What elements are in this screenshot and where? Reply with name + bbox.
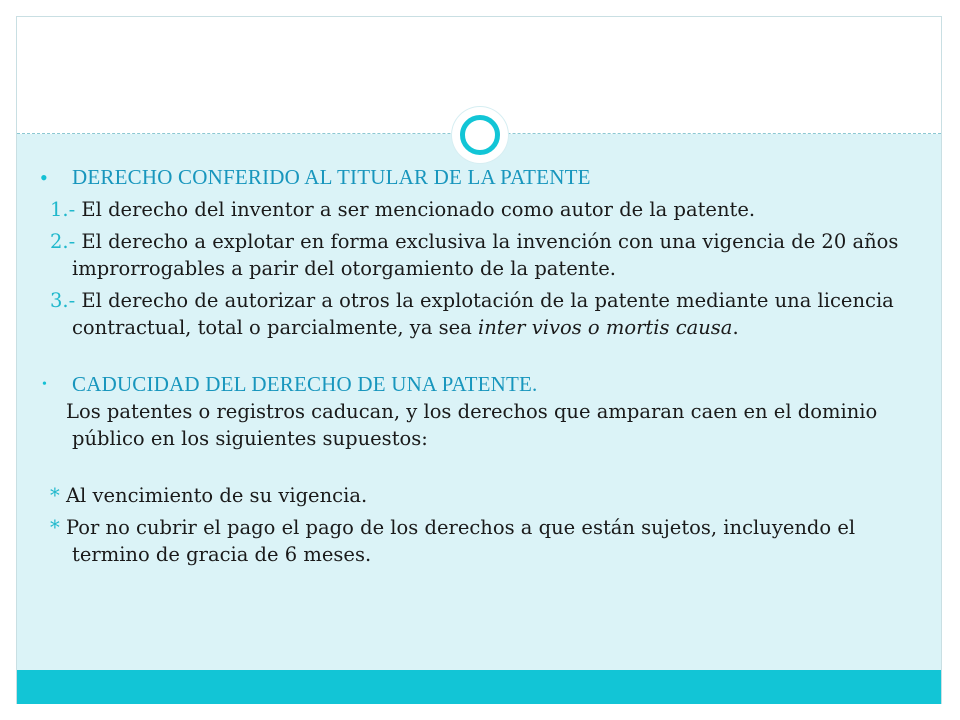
item-text: El derecho a explotar en forma exclusiva la invención con una vigencia de 20 años improrrogables a parir del otorgamiento de la patente. [72,230,899,280]
ring-icon [460,115,500,155]
bullet-dot-icon: • [40,165,48,190]
list-item [40,482,920,509]
section-heading-rights [40,164,920,191]
list-item [40,196,920,223]
heading-text: DERECHO CONFERIDO AL TITULAR DE LA PATENTE [72,165,591,189]
item-text: El derecho del inventor a ser mencionado como autor de la patente. [75,198,756,221]
item-number: 2.- [50,230,76,253]
item-text-italic: inter vivos o mortis causa [478,316,733,339]
item-text: Por no cubrir el pago el pago de los derechos a que están sujetos, incluyendo el termino de gracia de 6 meses. [59,516,856,566]
intro-paragraph: Los patentes o registros caducan, y los derechos que amparan caen en el dominio público en los siguientes supuestos: [66,400,878,450]
bullet-dot-icon: • [42,377,48,392]
heading-text: CADUCIDAD DEL DERECHO DE UNA PATENTE. [72,372,538,396]
asterisk-icon: * [50,516,60,539]
item-text: El derecho de autorizar a otros la explotación de la patente mediante una licencia contractual, total o parcialmente, ya sea [72,289,894,339]
footer-bar [17,670,941,704]
section-heading-expiry [40,371,920,398]
circle-ornament-icon [452,107,508,163]
list-item [40,228,920,282]
item-number: 1.- [50,198,76,221]
asterisk-icon: * [50,484,60,507]
list-item [40,514,920,568]
slide-body [40,164,920,568]
item-text-end: . [732,316,739,339]
list-item [40,287,920,341]
item-text: Al vencimiento de su vigencia. [59,484,368,507]
item-number: 3.- [50,289,76,312]
